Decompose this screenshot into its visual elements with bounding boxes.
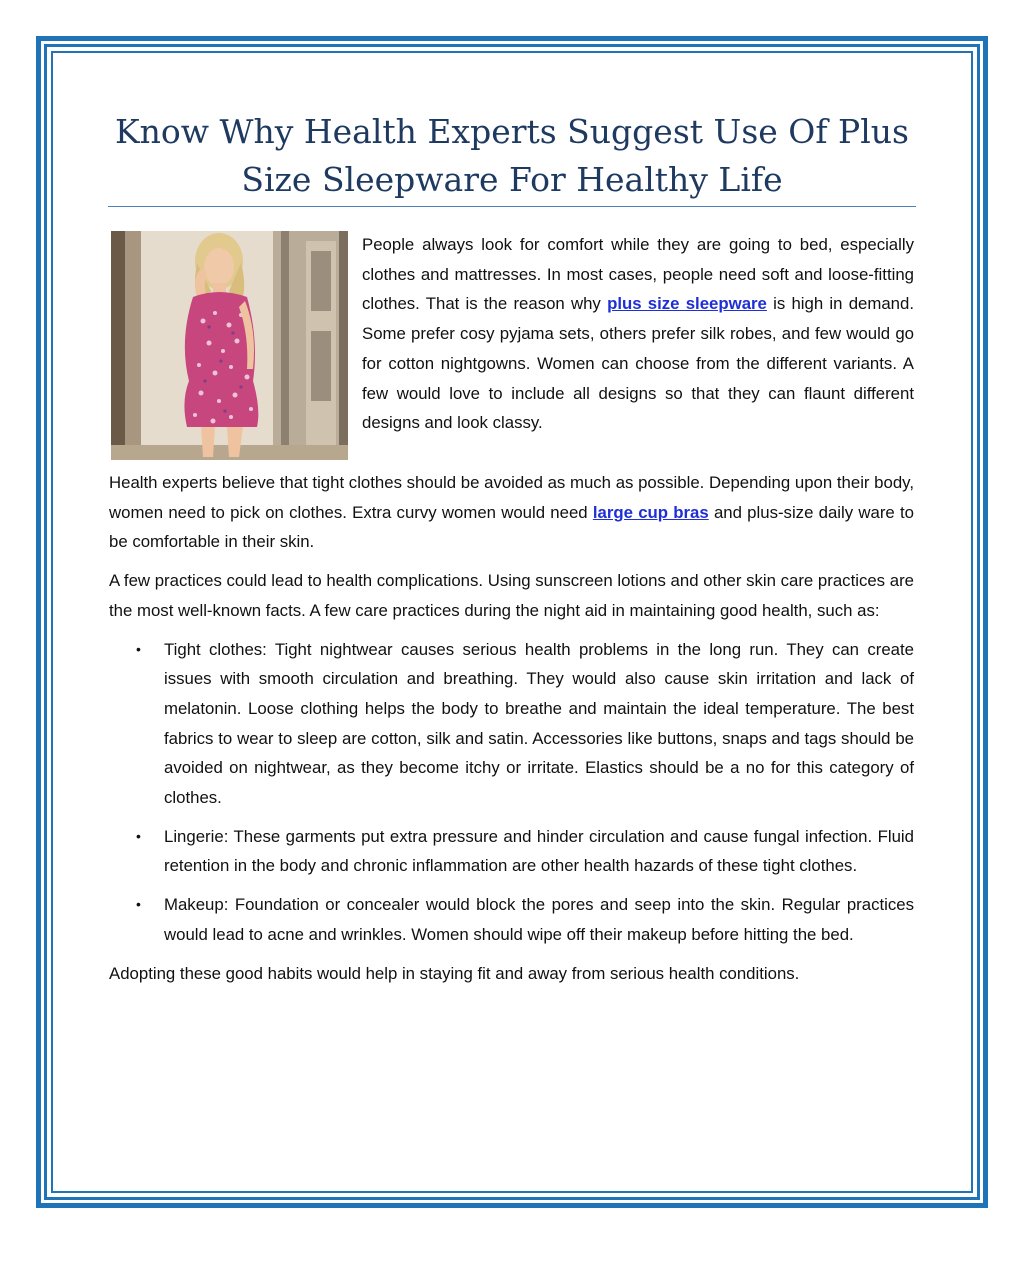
conclusion-paragraph: Adopting these good habits would help in staying fit and away from serious health conditions. [109, 963, 800, 983]
bullet-icon: • [136, 640, 141, 657]
health-experts-paragraph [109, 468, 914, 557]
health-experts-text: Health experts believe that tight clothes should be avoided as much as possible. Depending upon their body, women need to pick on clothes. Extra curvy women would need [109, 473, 914, 522]
title-underline [108, 206, 916, 207]
intro-text-continued: is high in demand. Some prefer cosy pyjama sets, others prefer silk robes, and few would go for cotton nightgowns. Women can choose from the different variants. A few would love to include all designs so that they can flaunt different designs and look classy. [362, 294, 914, 433]
large-cup-bras-link[interactable]: large cup bras [592, 502, 709, 522]
bullet-icon: • [136, 896, 141, 913]
intro-paragraph [362, 230, 914, 468]
plus-size-sleepware-link[interactable]: plus size sleepware [607, 294, 767, 314]
practice-makeup: Makeup: Foundation or concealer would block the pores and seep into the skin. Regular practices would lead to acne and wrinkles. Women should wipe off their makeup before hitting the bed. [164, 895, 914, 944]
health-experts-text-continued: and plus-size daily ware to be comfortable in their skin. [109, 502, 914, 552]
practices-intro-paragraph: A few practices could lead to health complications. Using sunscreen lotions and other skin care practices are the most well-known facts. A few care practices during the night aid in maintaining good health, such as: [109, 571, 914, 620]
intro-text: People always look for comfort while they are going to bed, especially clothes and mattresses. In most cases, people need soft and loose-fitting clothes. That is the reason why [362, 235, 914, 314]
list-item [136, 635, 914, 813]
bullet-icon: • [136, 827, 141, 844]
list-item [136, 822, 914, 881]
list-item [136, 890, 914, 949]
practice-lingerie: Lingerie: These garments put extra pressure and hinder circulation and cause fungal infection. Fluid retention in the body and chronic inflammation are other health hazards of these tight clothes. [164, 826, 914, 876]
page-title: Know Why Health Experts Suggest Use Of Plus Size Sleepware For Healthy Life [115, 112, 909, 199]
article-body [109, 230, 914, 997]
practices-list [109, 635, 914, 950]
practice-tight-clothes: Tight clothes: Tight nightwear causes serious health problems in the long run. They can create issues with smooth circulation and breathing. They would also cause skin irritation and lack of melatonin. Loose clothing helps the body to breathe and maintain the ideal temperature. The best fabrics to wear to sleep are cotton, silk and satin. Accessories like buttons, snaps and tags should be avoided on nightwear, as they become itchy or irritate. Elastics should be a no for this category of clothes. [164, 639, 914, 808]
